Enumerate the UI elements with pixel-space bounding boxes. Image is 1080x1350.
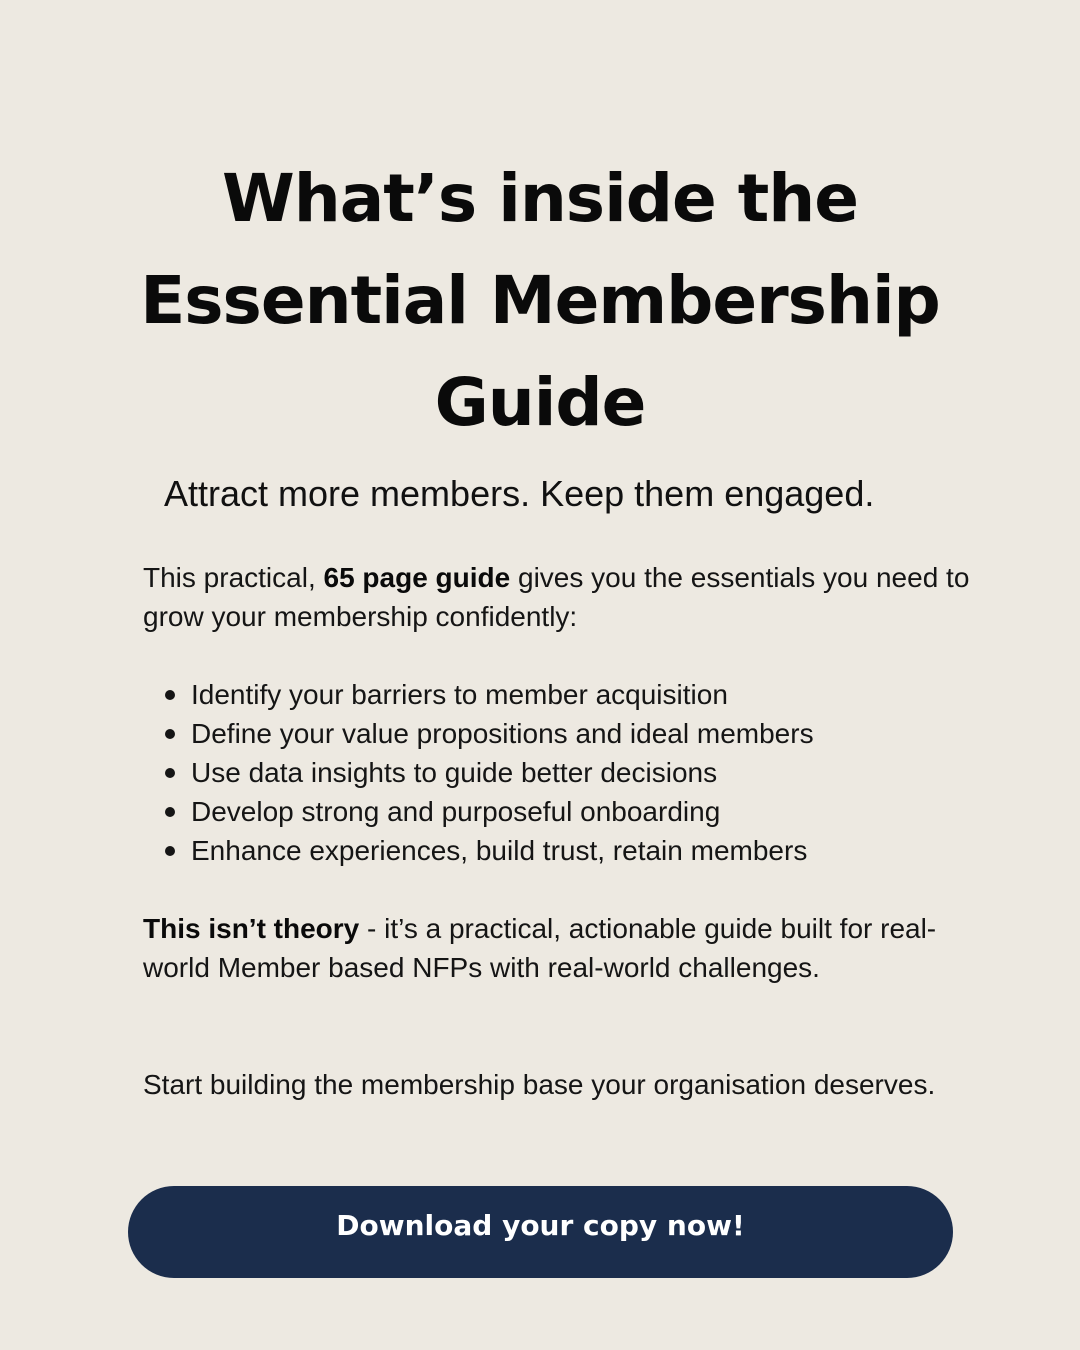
list-item [143, 792, 1003, 831]
download-button[interactable] [128, 1186, 953, 1278]
bullet-icon [165, 690, 175, 700]
bullet-icon [165, 729, 175, 739]
title-line-3: Guide [434, 364, 646, 441]
list-item-text: Develop strong and purposeful onboarding [191, 796, 721, 827]
title-line-2: Essential Membership [140, 262, 940, 339]
list-item [143, 753, 1003, 792]
subtitle: Attract more members. Keep them engaged. [164, 473, 875, 514]
theory-highlight: This isn’t theory [143, 913, 360, 944]
closing-paragraph: Start building the membership base your organisation deserves. [143, 1069, 936, 1100]
title-line-1: What’s inside the [221, 160, 858, 237]
theory-paragraph [143, 909, 983, 987]
list-item [143, 675, 1003, 714]
list-item-text: Use data insights to guide better decisions [191, 757, 718, 788]
intro-paragraph [143, 558, 983, 636]
bullet-icon [165, 807, 175, 817]
benefits-list [143, 675, 1003, 870]
bullet-icon [165, 768, 175, 778]
list-item-text: Identify your barriers to member acquisition [191, 679, 728, 710]
intro-prefix: This practical, [143, 562, 324, 593]
theory-text: - it’s a practical, actionable guide built for real-world Member based NFPs with real-world challenges. [143, 913, 937, 983]
intro-highlight: 65 page guide [323, 562, 511, 593]
bullet-icon [165, 846, 175, 856]
list-item [143, 714, 1003, 753]
list-item [143, 831, 1003, 870]
list-item-text: Define your value propositions and ideal members [191, 718, 814, 749]
intro-suffix: gives you the essentials you need to grow your membership confidently: [143, 562, 970, 632]
list-item-text: Enhance experiences, build trust, retain members [191, 835, 808, 866]
download-button-label: Download your copy now! [336, 1209, 745, 1242]
page-title [60, 148, 1020, 454]
